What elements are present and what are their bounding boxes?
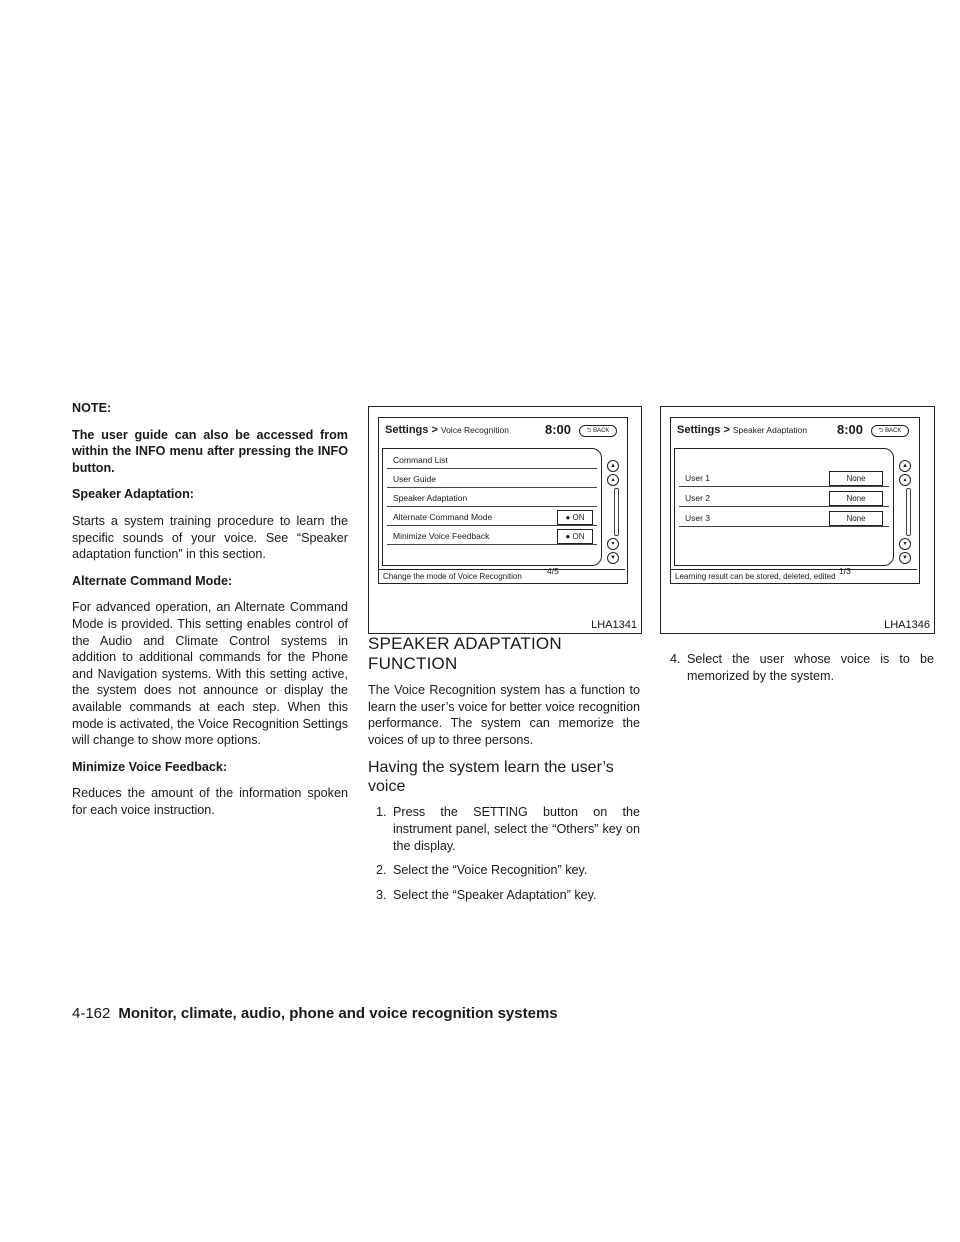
on-toggle[interactable]: ● ON: [557, 510, 593, 525]
figure-speaker-adaptation-settings: [660, 406, 935, 634]
steps-list: [662, 651, 934, 684]
scroll-down-icon[interactable]: ▾: [607, 538, 619, 550]
note-label: NOTE:: [72, 401, 112, 415]
page-footer: [72, 1005, 558, 1022]
scroll-down-icon[interactable]: ▾: [899, 538, 911, 550]
user-value: None: [829, 471, 883, 486]
row-user-2[interactable]: User 2 None: [679, 489, 889, 507]
list-item: 2. Select the “Voice Recognition” key.: [376, 863, 588, 878]
user-list: [674, 448, 894, 566]
list-item: 1. Press the SETTING button on the instrument panel, select the “Others” key on the display.: [376, 805, 640, 853]
row-speaker-adaptation[interactable]: Speaker Adaptation: [387, 489, 597, 507]
user-value: None: [829, 491, 883, 506]
scroll-up-icon[interactable]: ▴: [899, 474, 911, 486]
scroll-up-icon[interactable]: ▴: [607, 474, 619, 486]
note-text: The user guide can also be accessed from within the INFO menu after pressing the INFO button.: [72, 427, 348, 475]
clock: 8:00: [545, 422, 572, 437]
speaker-adaptation-heading: Speaker Adaptation:: [72, 487, 194, 502]
scroll-top-icon[interactable]: ▲: [899, 460, 911, 472]
subsection-heading: Having the system learn the user’s voice: [368, 759, 614, 796]
status-bar: Change the mode of Voice Recognition: [379, 569, 625, 583]
settings-list: [382, 448, 602, 566]
figure-label: LHA1341: [591, 619, 637, 631]
scrollbar[interactable]: [906, 488, 911, 536]
section-heading: SPEAKER ADAPTATION FUNCTION: [368, 634, 562, 673]
screen-title: Settings > Speaker Adaptation: [677, 424, 808, 436]
alternate-command-heading: Alternate Command Mode:: [72, 573, 233, 588]
back-button[interactable]: ⮌ BACK: [579, 425, 617, 437]
middle-column: [368, 634, 640, 911]
speaker-adaptation-text: Starts a system training procedure to learn the specific sounds of your voice. See “Speaker adaptation function” in this section.: [72, 513, 348, 562]
steps-list: [368, 804, 640, 903]
row-user-1[interactable]: User 1 None: [679, 469, 889, 487]
row-minimize-voice-feedback[interactable]: Minimize Voice Feedback ● ON: [387, 527, 597, 545]
settings-screen: [378, 417, 628, 584]
row-user-guide[interactable]: User Guide: [387, 470, 597, 488]
screen-title: Settings > Voice Recognition: [385, 424, 509, 436]
figure-voice-recognition-settings: [368, 406, 642, 634]
scrollbar[interactable]: [614, 488, 619, 536]
page-number: 4-162: [72, 1005, 111, 1022]
right-column: [662, 651, 934, 692]
minimize-feedback-text: Reduces the amount of the information spoken for each voice instruction.: [72, 786, 348, 817]
row-command-list[interactable]: Command List: [387, 451, 597, 469]
settings-screen: [670, 417, 920, 584]
alternate-command-text: For advanced operation, an Alternate Command Mode is provided. This setting enables control of the Audio and Climate Control systems in addition to additional commands for the Phone and Navigation systems. With this setting active, the system does not announce or display the available commands at each step. When this mode is activated, the Voice Recognition Settings will change to show more options.: [72, 600, 348, 748]
on-toggle[interactable]: ● ON: [557, 529, 593, 544]
minimize-feedback-heading: Minimize Voice Feedback:: [72, 759, 228, 774]
section-intro: The Voice Recognition system has a function to learn the user’s voice for better voice recognition performance. The system can memorize the voices of up to three persons.: [368, 683, 640, 747]
figure-label: LHA1346: [884, 619, 930, 631]
user-value: None: [829, 511, 883, 526]
list-item: 4. Select the user whose voice is to be memorized by the system.: [670, 652, 934, 683]
back-button[interactable]: ⮌ BACK: [871, 425, 909, 437]
row-alternate-command-mode[interactable]: Alternate Command Mode ● ON: [387, 508, 597, 526]
clock: 8:00: [837, 422, 864, 437]
scroll-bottom-icon[interactable]: ▼: [607, 552, 619, 564]
page-indicator: 1/3: [839, 566, 851, 576]
list-item: 3. Select the “Speaker Adaptation” key.: [376, 887, 597, 902]
left-column: [72, 400, 348, 828]
chapter-title: Monitor, climate, audio, phone and voice recognition systems: [118, 1005, 558, 1022]
page-indicator: 4/5: [547, 566, 559, 576]
status-bar: Learning result can be stored, deleted, edited: [671, 569, 917, 583]
scroll-top-icon[interactable]: ▲: [607, 460, 619, 472]
row-user-3[interactable]: User 3 None: [679, 509, 889, 527]
scroll-bottom-icon[interactable]: ▼: [899, 552, 911, 564]
